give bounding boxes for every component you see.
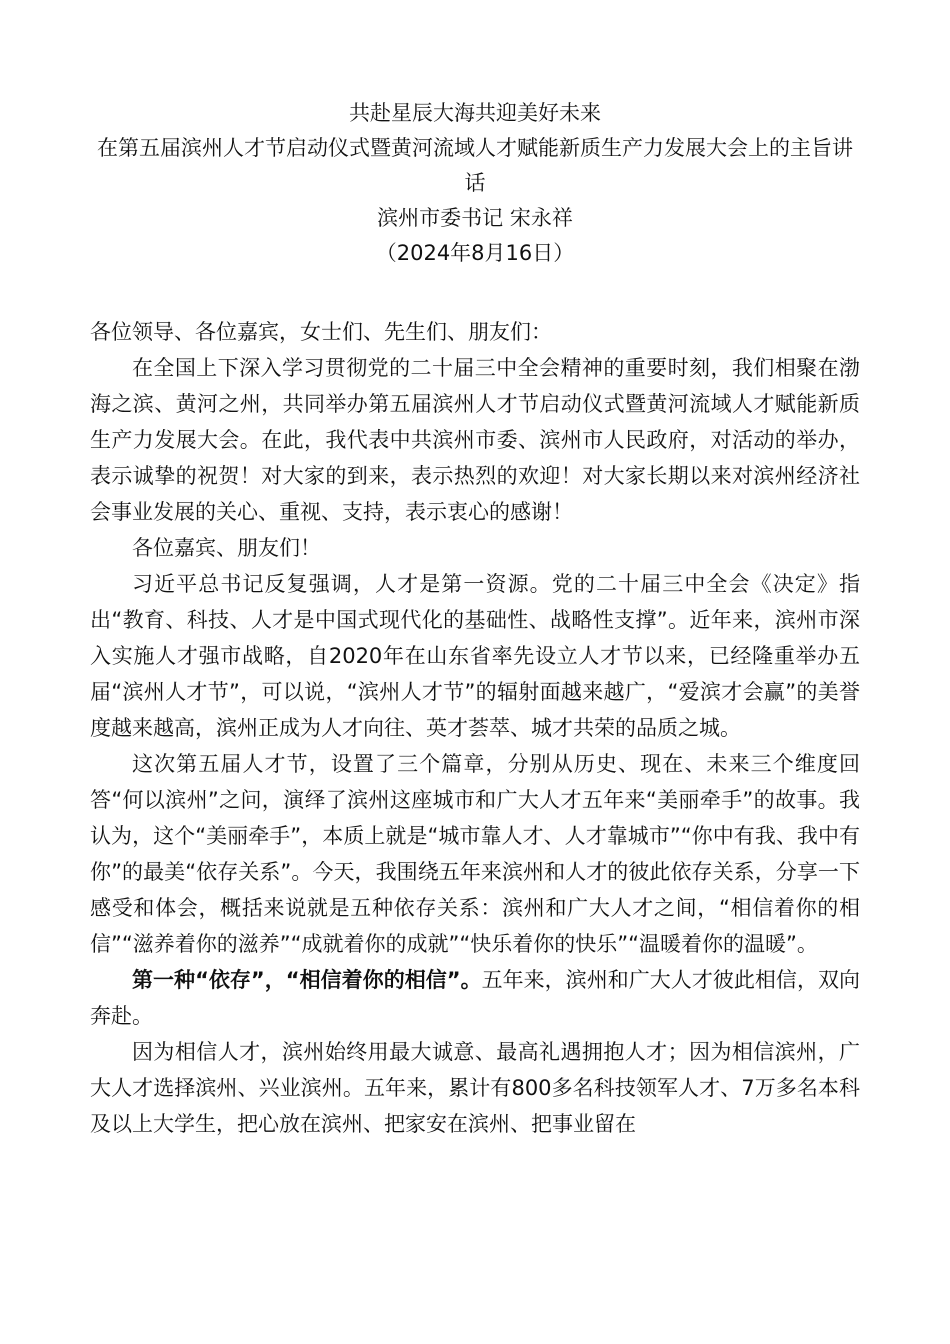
first-relation-text: 五年来，滨州和广大人才彼此相信，双向奔赴。 [90, 968, 860, 1028]
speaker-line: 滨州市委书记 宋永祥 [377, 206, 573, 230]
paragraph-greeting: 各位嘉宾、朋友们！ [132, 536, 321, 560]
speech-date: （2024年8月16日） [375, 241, 575, 265]
speech-title: 共赴星辰大海共迎美好未来 [349, 101, 601, 125]
paragraph-trust: 因为相信人才，滨州始终用最大诚意、最高礼遇拥抱人才；因为相信滨州，广大人才选择滨州、兴业滨州。五年来，累计有800多名科技领军人才、7万多名本科及以上大学生，把心放在滨州、把家安在滨州、把事业留在 [90, 1040, 860, 1136]
speech-body [90, 314, 860, 1142]
paragraph-first-relation [90, 962, 860, 1034]
paragraph-five-relations: 这次第五届人才节，设置了三个篇章，分别从历史、现在、未来三个维度回答“何以滨州”之问，演绎了滨州这座城市和广大人才五年来“美丽牵手”的故事。我认为，这个“美丽牵手”，本质上就是“城市靠人才、人才靠城市”“你中有我、我中有你”的最美“依存关系”。今天，我围绕五年来滨州和人才的彼此依存关系，分享一下感受和体会，概括来说就是五种依存关系：滨州和广大人才之间，“相信着你的相信”“滋养着你的滋养”“成就着你的成就”“快乐着你的快乐”“温暖着你的温暖”。 [90, 752, 860, 956]
paragraph-talent-strategy: 习近平总书记反复强调，人才是第一资源。党的二十届三中全会《决定》指出“教育、科技、人才是中国式现代化的基础性、战略性支撑”。近年来，滨州市深入实施人才强市战略，自2020年在山东省率先设立人才节以来，已经隆重举办五届“滨州人才节”，可以说，“滨州人才节”的辐射面越来越广，“爱滨才会赢”的美誉度越来越高，滨州正成为人才向往、英才荟萃、城才共荣的品质之城。 [90, 572, 860, 740]
salutation: 各位领导、各位嘉宾，女士们、先生们、朋友们： [90, 320, 552, 344]
paragraph-opening: 在全国上下深入学习贯彻党的二十届三中全会精神的重要时刻，我们相聚在渤海之滨、黄河之州，共同举办第五届滨州人才节启动仪式暨黄河流域人才赋能新质生产力发展大会。在此，我代表中共滨州市委、滨州市人民政府，对活动的举办，表示诚挚的祝贺！对大家的到来，表示热烈的欢迎！对大家长期以来对滨州经济社会事业发展的关心、重视、支持，表示衷心的感谢！ [90, 356, 860, 524]
title-block [90, 96, 860, 271]
first-relation-heading: 第一种“依存”，“相信着你的相信”。 [132, 968, 482, 992]
speech-subtitle: 在第五届滨州人才节启动仪式暨黄河流域人才赋能新质生产力发展大会上的主旨讲话 [97, 136, 853, 195]
